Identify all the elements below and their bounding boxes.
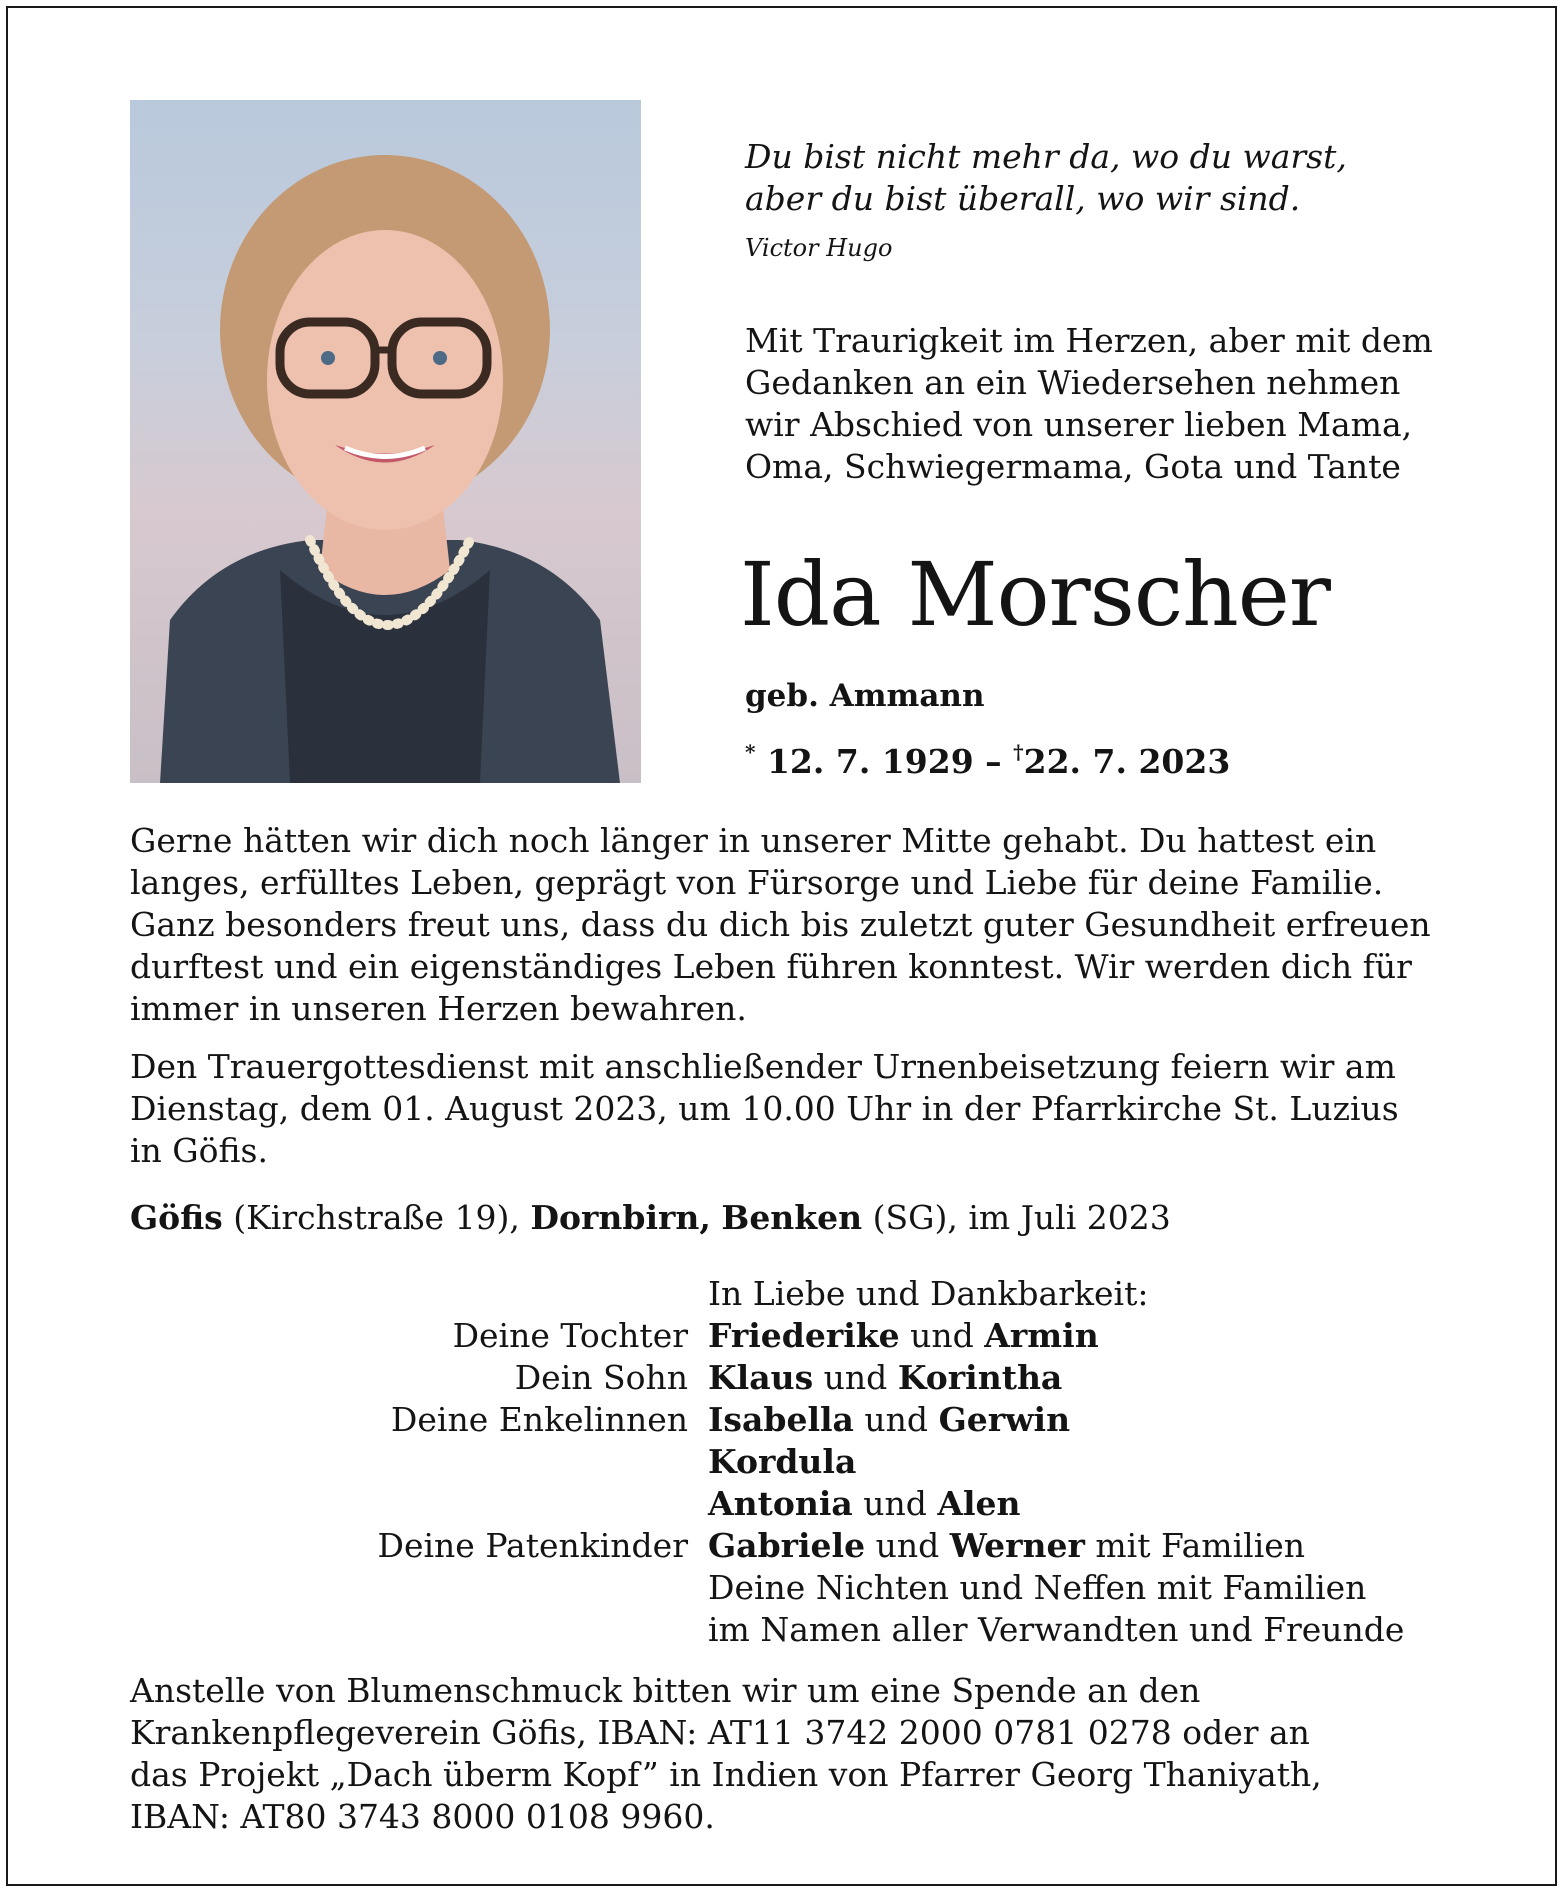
quote-author: Victor Hugo [745, 234, 893, 262]
intro-text [745, 320, 1495, 488]
connector: und [823, 1358, 888, 1397]
family-name: Gabriele [708, 1526, 866, 1565]
family-name: Klaus [708, 1358, 814, 1397]
family-row [320, 1483, 1500, 1525]
donation-line: IBAN: AT80 3743 8000 0108 9960. [130, 1797, 715, 1836]
connector: und [875, 1526, 940, 1565]
family-row [320, 1441, 1500, 1483]
connector: und [864, 1400, 929, 1439]
place-name: Benken [721, 1198, 863, 1237]
place-date: (SG), im Juli 2023 [872, 1198, 1171, 1237]
family-closing-row [320, 1567, 1500, 1609]
relation-label: Deine Tochter [452, 1316, 688, 1355]
donation-line: Anstelle von Blumenschmuck bitten wir um eine Spende an den [130, 1671, 1201, 1710]
places-line [130, 1198, 1171, 1237]
relation-label: Dein Sohn [514, 1358, 688, 1397]
family-name: Antonia [708, 1484, 853, 1523]
family-name: Kordula [708, 1442, 857, 1481]
relation-label: Deine Patenkinder [377, 1526, 688, 1565]
family-name: Isabella [708, 1400, 854, 1439]
place-name: Dornbirn, [530, 1198, 711, 1237]
family-row [320, 1525, 1500, 1567]
paragraph-line: immer in unseren Herzen bewahren. [130, 989, 747, 1028]
family-suffix: mit Familien [1095, 1526, 1306, 1565]
family-row [320, 1315, 1500, 1357]
place-address: (Kirchstraße 19), [233, 1198, 520, 1237]
death-date: 22. 7. 2023 [1023, 742, 1231, 781]
place-name: Göfis [130, 1198, 223, 1237]
paragraph-line: durftest und ein eigenständiges Leben führen konntest. Wir werden dich für [130, 947, 1412, 986]
paragraph-line: Ganz besonders freut uns, dass du dich bis zuletzt guter Gesundheit erfreuen [130, 905, 1431, 944]
family-name: Armin [984, 1316, 1099, 1355]
epitaph-quote [745, 136, 1347, 220]
life-dates [745, 740, 1230, 781]
donation-line: Krankenpflegeverein Göfis, IBAN: AT11 3742 2000 0781 0278 oder an [130, 1713, 1310, 1752]
family-row [320, 1399, 1500, 1441]
deceased-name: Ida Morscher [740, 543, 1330, 646]
donation-line: das Projekt „Dach überm Kopf” in Indien von Pfarrer Georg Thaniyath, [130, 1755, 1322, 1794]
paragraph-line: langes, erfülltes Leben, geprägt von Fürsorge und Liebe für deine Familie. [130, 863, 1384, 902]
family-row [320, 1357, 1500, 1399]
family-name: Werner [949, 1526, 1085, 1565]
family-heading: In Liebe und Dankbarkeit: [708, 1274, 1149, 1313]
maiden-name: geb. Ammann [745, 678, 985, 714]
intro-line: wir Abschied von unserer lieben Mama, [745, 405, 1413, 444]
intro-line: Oma, Schwiegermama, Gota und Tante [745, 447, 1401, 486]
paragraph-line: Gerne hätten wir dich noch länger in unserer Mitte gehabt. Du hattest ein [130, 821, 1377, 860]
family-closing-row [320, 1609, 1500, 1651]
intro-line: Gedanken an ein Wiedersehen nehmen [745, 363, 1401, 402]
service-paragraph [130, 1046, 1440, 1172]
family-heading-row [320, 1273, 1500, 1315]
connector: und [863, 1484, 927, 1523]
family-closing: Deine Nichten und Neffen mit Familien [708, 1568, 1367, 1607]
birth-date: 12. 7. 1929 [766, 742, 974, 781]
quote-line: Du bist nicht mehr da, wo du warst, [745, 137, 1347, 176]
birth-symbol: * [745, 740, 756, 764]
family-name: Friederike [708, 1316, 900, 1355]
family-closing: im Namen aller Verwandten und Freunde [708, 1610, 1405, 1649]
date-dash: – [985, 742, 1002, 781]
memorial-paragraph [130, 820, 1440, 1030]
relation-label: Deine Enkelinnen [390, 1400, 688, 1439]
paragraph-line: Den Trauergottesdienst mit anschließender Urnenbeisetzung feiern wir am [130, 1047, 1396, 1086]
quote-line: aber du bist überall, wo wir sind. [745, 179, 1301, 218]
intro-line: Mit Traurigkeit im Herzen, aber mit dem [745, 321, 1433, 360]
portrait-photo [130, 100, 641, 783]
family-name: Alen [937, 1484, 1021, 1523]
family-name: Korintha [897, 1358, 1063, 1397]
death-symbol: † [1013, 740, 1024, 764]
connector: und [910, 1316, 974, 1355]
donation-paragraph [130, 1670, 1440, 1838]
family-list [320, 1273, 1500, 1651]
paragraph-line: Dienstag, dem 01. August 2023, um 10.00 Uhr in der Pfarrkirche St. Luzius [130, 1089, 1399, 1128]
paragraph-line: in Göfis. [130, 1131, 268, 1170]
family-name: Gerwin [938, 1400, 1071, 1439]
